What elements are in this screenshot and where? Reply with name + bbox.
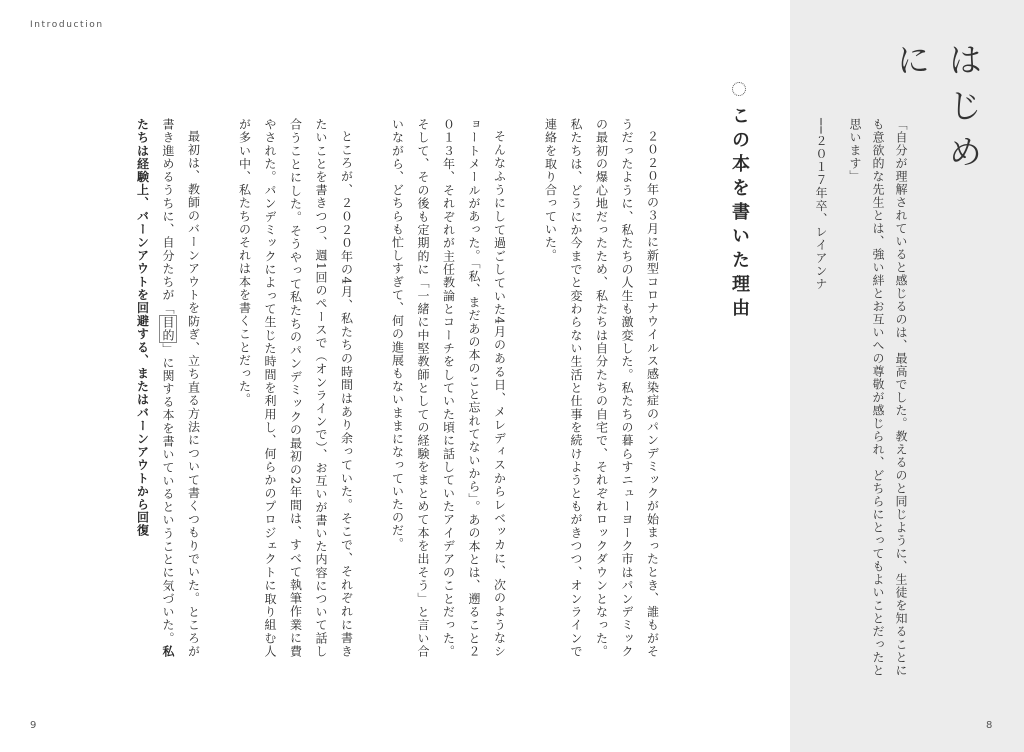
paragraph-tail: 」に関する本を書いているということに気づいた。 xyxy=(161,343,175,645)
running-head: Introduction xyxy=(30,20,104,30)
boxed-word: 目的 xyxy=(161,315,175,343)
paragraph: ２０２０年の３月に新型コロナウイルス感染症のパンデミックが始まったとき、誰もがそうだったように、私たちの人生も激変した。私たちの暮らすニューヨーク市はパンデミックの最初の爆心地だったため、私たちは自分たちの自宅で、それぞれロックダウンとなった。私たちは、どうにか今までと変わらない生活と仕事を続けようともがきつつ、オンラインで連絡を取り合っていた。 xyxy=(543,118,660,658)
emphasis-text: 私たちは経験上、バーンアウトを回避する、またはバーンアウトから回復 xyxy=(135,118,175,658)
section-title: この本を書いた理由 xyxy=(729,106,750,322)
dotted-circle-icon xyxy=(732,82,746,96)
paragraph: そんなふうにして過ごしていた4月のある日、メレディスからレベッカに、次のようなショートメールがあった。「私、まだあの本のこと忘れてないから」。あの本とは、遡ること２０１３年、それぞれが主任教論とコーチをしていた頃に話していたアイデアのことだった。そして、その後も定期的に「一緒に中堅教師としての経験をまとめて本を出そう」と言い合いながら、どちらも忙しすぎて、何の進展もないままになっていたのだ。 xyxy=(390,118,507,658)
page-number-left: 9 xyxy=(30,720,37,731)
paragraph: ところが、２０２０年の4月、私たちの時間はあり余っていた。そこで、それぞれに書きたいことを書きつつ、週1回のペースで（オンラインで）、お互いが書いた内容について話し合うことにした。そうやって私たちのパンデミックの最初の2年間は、すべて執筆作業に費やされた。パンデミックによって生じた時間を利用し、何らかのプロジェクトに取り組む人が多い中、私たちのそれは本を書くことだった。 xyxy=(237,118,354,658)
body-text xyxy=(70,118,690,658)
paragraph xyxy=(129,118,206,658)
chapter-title: はじめに xyxy=(890,42,982,180)
page-number-right: 8 xyxy=(986,720,993,731)
section-heading xyxy=(722,82,756,342)
epigraph-attribution: ──２０１７年卒、レイアンナ xyxy=(814,118,828,291)
epigraph-quote: 「自分が理解されていると感じるのは、最高でした。教えるのと同じように、生徒を知ることにも意欲的な先生とは、強い絆とお互いへの尊敬が感じられ、どちらにとってもよいことだったと思います」 xyxy=(848,118,908,677)
paragraph-text: 最初は、教師のバーンアウトを防ぎ、立ち直る方法について書くつもりでいた。ところが書き進めるうちに、自分たちが「 xyxy=(161,118,201,658)
